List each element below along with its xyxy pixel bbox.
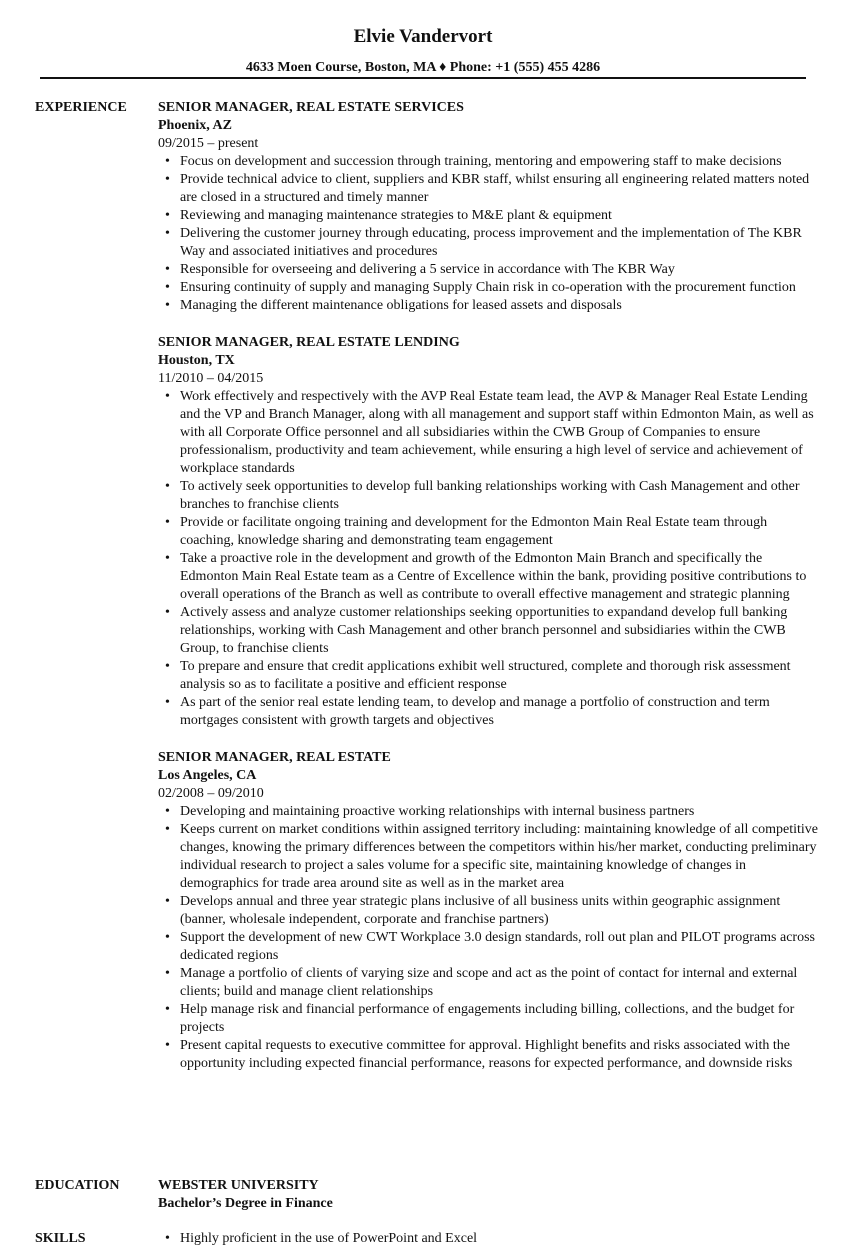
list-item: • Managing the different maintenance obligations for leased assets and disposals: [158, 297, 818, 315]
job-title: SENIOR MANAGER, REAL ESTATE: [158, 750, 391, 765]
list-item: • Help manage risk and financial performance of engagements including billing, collections, and the budget for projects: [158, 1001, 818, 1037]
job-dates: 11/2010 – 04/2015: [158, 371, 264, 386]
list-item: • Support the development of new CWT Workplace 3.0 design standards, roll out plan and PILOT programs across dedicated regions: [158, 929, 818, 965]
list-item: • Developing and maintaining proactive working relationships with internal business partners: [158, 803, 818, 821]
job-location: Los Angeles, CA: [158, 768, 257, 783]
job-entry: [158, 334, 818, 730]
contact-line: 4633 Moen Course, Boston, MA ♦ Phone: +1 (555) 455 4286: [245, 60, 601, 75]
job-entry: [158, 749, 818, 1073]
job-title: SENIOR MANAGER, REAL ESTATE LENDING: [158, 335, 460, 350]
degree-name: Bachelor’s Degree in Finance: [158, 1196, 333, 1211]
list-item: • Present capital requests to executive committee for approval. Highlight benefits and risks associated with the opportunity including expected financial performance, reasons for expected performance, and downside risks: [158, 1037, 818, 1073]
job-title: SENIOR MANAGER, REAL ESTATE SERVICES: [158, 100, 464, 115]
job-location: Houston, TX: [158, 353, 235, 368]
job-bullet-list: [158, 803, 818, 1073]
skills-entry: [158, 1230, 818, 1248]
job-dates: 09/2015 – present: [158, 136, 259, 151]
candidate-name: Elvie Vandervort: [353, 26, 493, 47]
education-entry: [158, 1177, 818, 1213]
list-item: • Keeps current on market conditions within assigned territory including: maintaining knowledge of all competitive changes, knowing the primary differences between the competitors within his/her market, conducting preliminary individual research to project a sales volume for a specific site, maintaining knowledge of changes in demographics for trade area around site as well as in the market area: [158, 821, 818, 893]
job-bullet-list: [158, 388, 818, 730]
header-divider: [40, 77, 806, 79]
job-dates: 02/2008 – 09/2010: [158, 786, 264, 801]
list-item: • To prepare and ensure that credit applications exhibit well structured, complete and thorough risk assessment analysis so as to facilitate a positive and efficient response: [158, 658, 818, 694]
job-location: Phoenix, AZ: [158, 118, 232, 133]
list-item: • Focus on development and succession through training, mentoring and empowering staff to make decisions: [158, 153, 818, 171]
list-item: • Provide or facilitate ongoing training and development for the Edmonton Main Real Estate team through coaching, knowledge sharing and demonstrating team engagement: [158, 514, 818, 550]
job-entry: [158, 99, 818, 315]
school-name: WEBSTER UNIVERSITY: [158, 1178, 319, 1193]
list-item: • Ensuring continuity of supply and managing Supply Chain risk in co-operation with the procurement function: [158, 279, 818, 297]
experience-list: [158, 99, 818, 1092]
list-item: • Manage a portfolio of clients of varying size and scope and act as the point of contact for internal and external clients; build and manage client relationships: [158, 965, 818, 1001]
list-item: • Develops annual and three year strategic plans inclusive of all business units within geographic assignment (banner, wholesale independent, corporate and franchise partners): [158, 893, 818, 929]
section-label-experience: EXPERIENCE: [35, 100, 127, 115]
list-item: • Responsible for overseeing and delivering a 5 service in accordance with The KBR Way: [158, 261, 818, 279]
section-label-education: EDUCATION: [35, 1178, 120, 1193]
list-item: • To actively seek opportunities to develop full banking relationships working with Cash Management and other branches to franchise clients: [158, 478, 818, 514]
list-item: • Take a proactive role in the development and growth of the Edmonton Main Branch and specifically the Edmonton Main Real Estate team as a Centre of Excellence within the bank, providing positive contributions to overall operations of the Branch as well as contribute to overall effective management and strategic planning: [158, 550, 818, 604]
list-item: • As part of the senior real estate lending team, to develop and manage a portfolio of construction and term mortgages consistent with growth targets and objectives: [158, 694, 818, 730]
list-item: • Actively assess and analyze customer relationships seeking opportunities to expandand develop full banking relationships, working with Cash Management and other branch personnel and subsidiaries within the CWB Group, to franchise clients: [158, 604, 818, 658]
list-item: • Delivering the customer journey through educating, process improvement and the implementation of The KBR Way and associated initiatives and procedures: [158, 225, 818, 261]
list-item: • Reviewing and managing maintenance strategies to M&E plant & equipment: [158, 207, 818, 225]
job-bullet-list: [158, 153, 818, 315]
skills-bullet-list: [158, 1230, 818, 1248]
list-item: • Provide technical advice to client, suppliers and KBR staff, whilst ensuring all engineering related matters noted are closed in a structured and timely manner: [158, 171, 818, 207]
list-item: • Highly proficient in the use of PowerPoint and Excel: [158, 1230, 818, 1248]
section-label-skills: SKILLS: [35, 1231, 86, 1246]
list-item: • Work effectively and respectively with the AVP Real Estate team lead, the AVP & Manager Real Estate Lending and the VP and Branch Manager, along with all management and support staff within Edmonton Main, as well as with all Corporate Office personnel and all subsidiaries within the CWB Group of Companies to ensure professionalism, productivity and team achievement, while ensuring a high level of service and achievement of workplace standards: [158, 388, 818, 478]
